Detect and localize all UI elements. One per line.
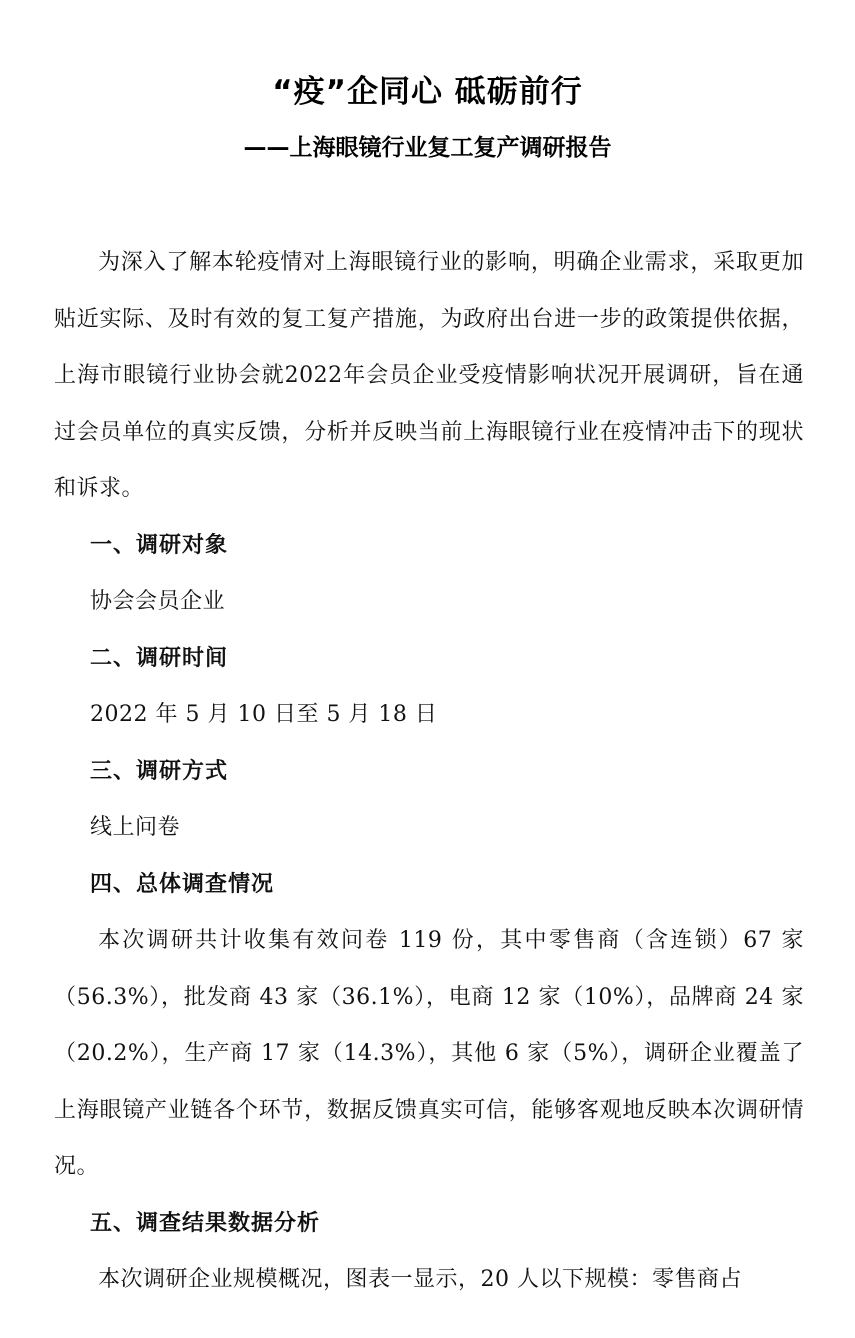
section-content-data-analysis: 本次调研企业规模概况，图表一显示，20 人以下规模：零售商占 xyxy=(98,1267,742,1292)
document-title: “疫”企同心 砥砺前行 xyxy=(272,74,583,110)
section-heading-research-time: 二、调研时间 xyxy=(90,645,229,671)
section-content-research-time: 2022 年 5 月 10 日至 5 月 18 日 xyxy=(90,702,438,727)
document-body xyxy=(54,235,804,1309)
section-heading-overall-survey: 四、总体调查情况 xyxy=(90,871,275,897)
section-content-overall-survey: 本次调研共计收集有效问卷 119 份，其中零售商（含连锁）67 家（56.3%），批发商 43 家（36.1%），电商 12 家（10%），品牌商 24 家（20.2%），生产商 17 家（14.3%），其他 6 家（5%），调研企业覆盖了上海眼镜产业链各个环节，数据反馈真实可信，能够客观地反映本次调研情况。 xyxy=(54,928,804,1179)
section-content-research-subject: 协会会员企业 xyxy=(90,589,226,614)
section-heading-research-method: 三、调研方式 xyxy=(90,758,229,784)
section-heading-research-subject: 一、调研对象 xyxy=(90,532,229,558)
section-content-research-method: 线上问卷 xyxy=(90,815,181,840)
intro-paragraph: 为深入了解本轮疫情对上海眼镜行业的影响，明确企业需求，采取更加贴近实际、及时有效的复工复产措施，为政府出台进一步的政策提供依据，上海市眼镜行业协会就2022年会员企业受疫情影响状况开展调研，旨在通过会员单位的真实反馈，分析并反映当前上海眼镜行业在疫情冲击下的现状和诉求。 xyxy=(54,250,804,501)
document-subtitle: ——上海眼镜行业复工复产调研报告 xyxy=(243,135,612,161)
section-heading-data-analysis: 五、调查结果数据分析 xyxy=(90,1210,321,1236)
